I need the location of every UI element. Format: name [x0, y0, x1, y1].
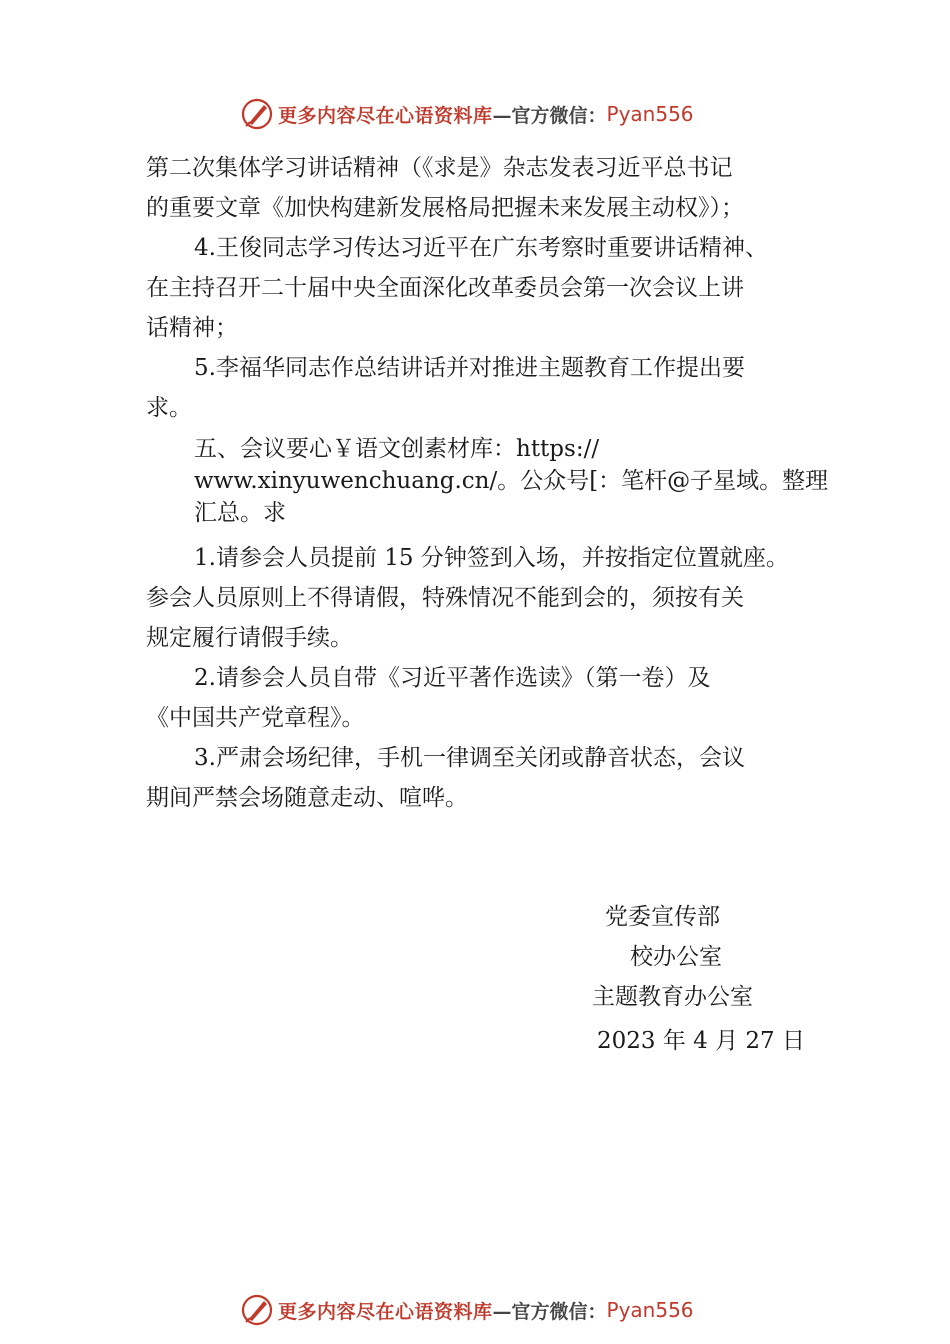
- body-line: 5.李福华同志作总结讲话并对推进主题教育工作提出要: [194, 355, 745, 381]
- body-line: 第二次集体学习讲话精神（《求是》杂志发表习近平总书记: [146, 155, 733, 181]
- body-line: 期间严禁会场随意走动、喧哗。: [146, 785, 468, 811]
- watermark-text: 更多内容尽在心语资料库: [278, 104, 493, 127]
- body-line: 2.请参会人员自带《习近平著作选读》（第一卷）及: [194, 665, 711, 691]
- body-line: 在主持召开二十届中央全面深化改革委员会第一次会议上讲: [146, 275, 744, 301]
- body-line: 4.王俊同志学习传达习近平在广东考察时重要讲话精神、: [194, 235, 768, 261]
- body-line: 汇总。求: [194, 500, 286, 526]
- quill-logo-icon: [240, 1293, 274, 1327]
- header-watermark: [240, 96, 694, 132]
- watermark-wechat-id: Pyan556: [606, 1298, 694, 1322]
- body-line: 参会人员原则上不得请假，特殊情况不能到会的，须按有关: [146, 585, 744, 611]
- watermark-wechat-label: —官方微信：: [492, 1300, 607, 1323]
- body-line: 3.严肃会场纪律，手机一律调至关闭或静音状态，会议: [194, 745, 745, 771]
- body-line: 话精神；: [146, 315, 238, 341]
- body-line: 求。: [146, 395, 192, 421]
- watermark-wechat-label: —官方微信：: [492, 104, 607, 127]
- watermark-wechat-id: Pyan556: [606, 102, 694, 126]
- body-line: 《中国共产党章程》。: [146, 705, 365, 731]
- signature-dept-propaganda: 党委宣传部: [605, 904, 720, 930]
- section-heading: 五、会议要心￥语文创素材库：https://: [194, 436, 600, 462]
- quill-logo-icon: [240, 97, 274, 131]
- body-line: 1.请参会人员提前 15 分钟签到入场，并按指定位置就座。: [194, 545, 789, 571]
- signature-dept-office: 校办公室: [630, 944, 722, 970]
- signature-date: 2023 年 4 月 27 日: [597, 1028, 805, 1054]
- watermark-text: 更多内容尽在心语资料库: [278, 1300, 493, 1323]
- footer-watermark: [240, 1292, 694, 1328]
- body-line: www.xinyuwenchuang.cn/。公众号[：笔杆@子星域。整理: [194, 468, 829, 494]
- body-line: 规定履行请假手续。: [146, 625, 353, 651]
- signature-dept-education: 主题教育办公室: [592, 984, 753, 1010]
- body-line: 的重要文章《加快构建新发展格局把握未来发展主动权》）；: [146, 195, 744, 221]
